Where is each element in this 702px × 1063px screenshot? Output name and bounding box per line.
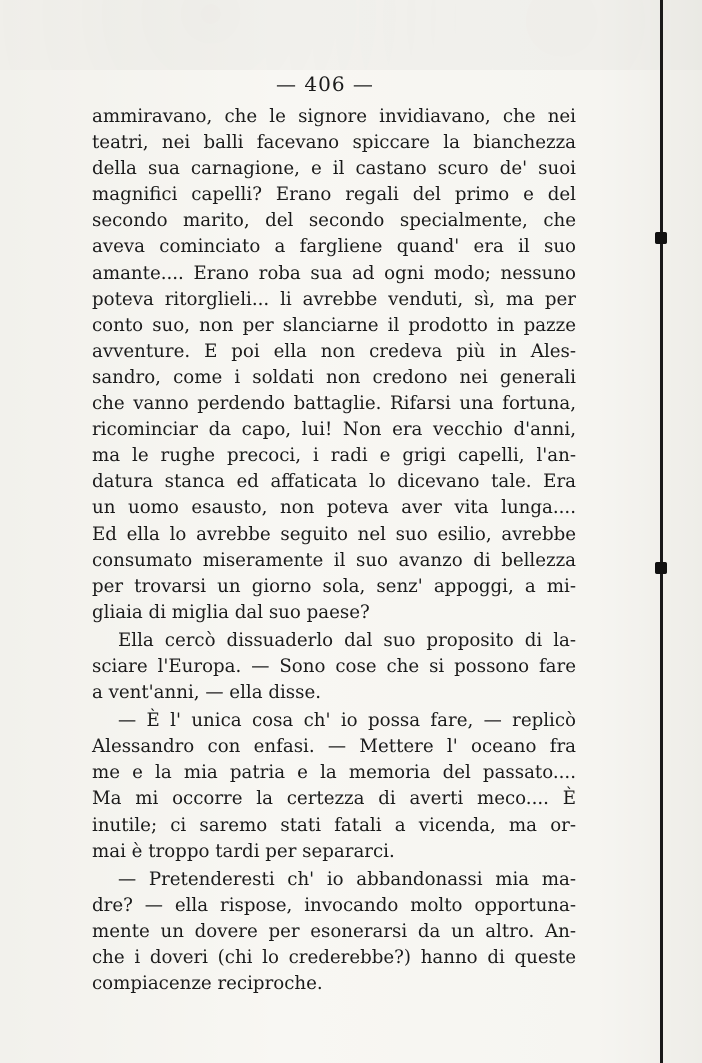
text-line: amante.... Erano roba sua ad ogni modo; nessuno [92,262,576,284]
text-line: consumato miseramente il suo avanzo di bellezza [92,549,576,571]
text-line: sciare l'Europa. — Sono cose che si possono fare [92,655,576,677]
text-line: poteva ritorglieli... li avrebbe venduti, sì, ma per [92,288,576,310]
text-line: che vanno perdendo battaglie. Rifarsi una fortuna, [92,393,576,415]
text-line: Ma mi occorre la certezza di averti meco.... È [92,788,576,810]
text-line: della sua carnagione, e il castano scuro de' suoi [92,158,576,180]
text-line: dre? — ella rispose, invocando molto opportuna- [92,894,576,916]
text-line: Ella cercò dissuaderlo dal suo proposito di la- [118,629,576,651]
binding-edge [660,0,663,1063]
text-line: magnifici capelli? Erano regali del primo e del [92,184,576,206]
text-line: — È l' unica cosa ch' io possa fare, — replicò [118,710,576,732]
text-line: ma le rughe precoci, i radi e grigi capelli, l'an- [92,445,576,467]
binding-mark-bottom [655,562,667,574]
text-line: teatri, nei balli facevano spiccare la bianchezza [92,132,576,154]
text-line: datura stanca ed affaticata lo dicevano tale. Era [92,471,576,493]
text-line: me e la mia patria e la memoria del passato.... [92,762,576,784]
page-number: — 406 — [276,72,374,96]
paragraph-2 [92,628,576,706]
text-line: Ed ella lo avrebbe seguito nel suo esilio, avrebbe [92,523,576,545]
binding-mark-top [655,232,667,244]
paper-speckle [0,0,702,70]
text-line: mente un dovere per esonerarsi da un altro. An- [92,920,576,942]
text-line: inutile; ci saremo stati fatali a vicenda, ma or- [92,814,576,836]
text-line: sandro, come i soldati non credono nei generali [92,366,576,388]
text-line: per trovarsi un giorno sola, senz' appoggi, a mi- [92,575,576,597]
text-line: a vent'anni, — ella disse. [92,682,321,704]
text-line: gliaia di miglia dal suo paese? [92,601,370,623]
text-line: aveva cominciato a fargliene quand' era il suo [92,236,576,258]
text-line: ricominciar da capo, lui! Non era vecchio d'anni, [92,419,576,441]
text-line: mai è troppo tardi per separarci. [92,840,395,862]
text-line: un uomo esausto, non poteva aver vita lunga.... [92,497,576,519]
text-line: che i doveri (chi lo crederebbe?) hanno di queste [92,947,576,968]
text-line: — Pretenderesti ch' io abbandonassi mia ma- [118,868,576,890]
paragraph-4 [92,867,576,997]
text-line: avventure. E poi ella non credeva più in Ales- [92,340,576,362]
text-line: ammiravano, che le signore invidiavano, che nei [92,106,576,127]
text-line: conto suo, non per slanciarne il prodotto in pazze [92,314,576,336]
paragraph-3 [92,708,576,865]
text-line: compiacenze reciproche. [92,973,323,995]
paragraph-1 [92,104,576,626]
body-text [92,104,576,997]
text-line: Alessandro con enfasi. — Mettere l' oceano fra [92,736,576,758]
text-line: secondo marito, del secondo specialmente, che [92,210,576,232]
